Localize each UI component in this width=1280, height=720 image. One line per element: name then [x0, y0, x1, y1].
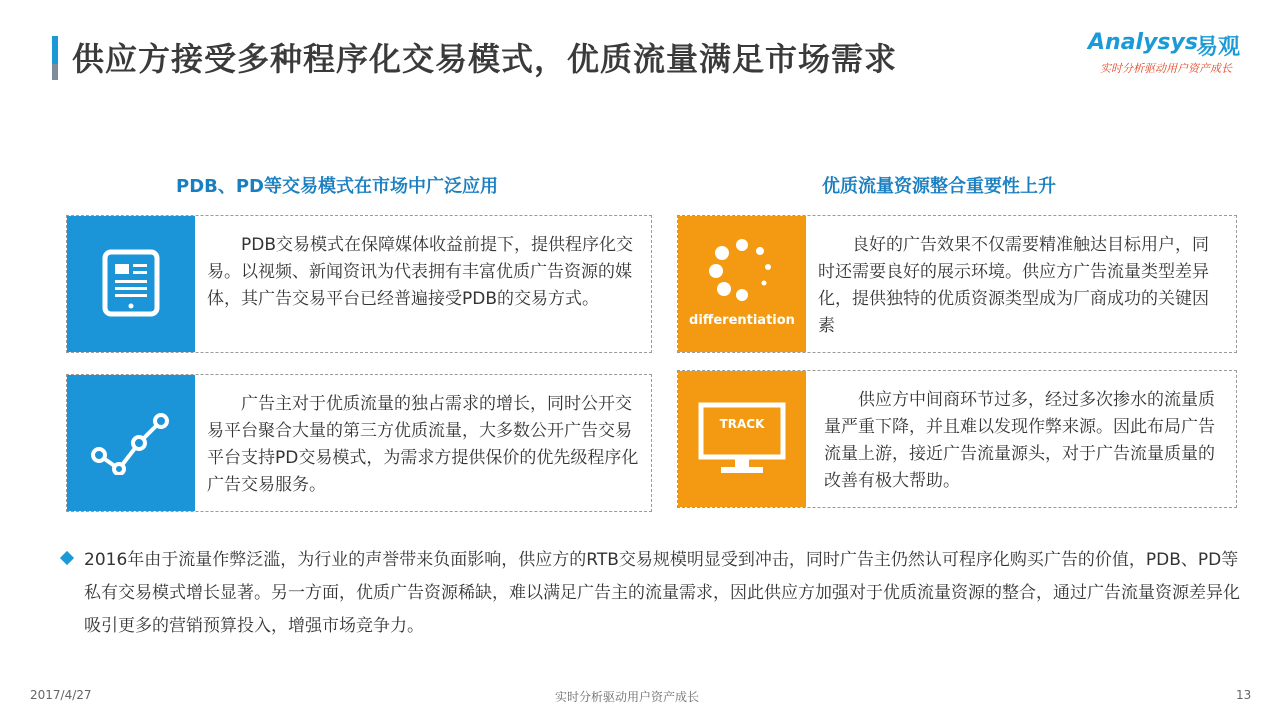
analysys-logo [1088, 30, 1248, 76]
page-title: 供应方接受多种程序化交易模式，优质流量满足市场需求 [72, 40, 898, 78]
card-track [677, 370, 1237, 508]
card-track-text: 供应方中间商环节过多，经过多次掺水的流量质量严重下降，并且难以发现作弊来源。因此布局广告流量上游，接近广告流量源头，对于广告流量质量的改善有极大帮助。 [824, 390, 1215, 491]
logo-wordmark: Analysys [1088, 30, 1198, 55]
card-pdb-text: PDB交易模式在保障媒体收益前提下，提供程序化交易。以视频、新闻资讯为代表拥有丰富优质广告资源的媒体，其广告交易平台已经普遍接受PDB的交易方式。 [207, 235, 634, 309]
right-section-title: 优质流量资源整合重要性上升 [822, 176, 1056, 197]
card-differentiation [677, 215, 1237, 353]
left-section-title: PDB、PD等交易模式在市场中广泛应用 [176, 176, 498, 197]
logo-tagline: 实时分析驱动用户资产成长 [1100, 62, 1232, 75]
footer-date: 2017/4/27 [30, 688, 92, 702]
title-accent-bar [52, 36, 58, 80]
card-pd [66, 374, 652, 512]
page-number: 13 [1236, 688, 1252, 702]
card-pdb [66, 215, 652, 353]
differentiation-label: differentiation [689, 313, 795, 328]
track-monitor-icon [678, 371, 806, 507]
line-chart-icon [67, 375, 195, 511]
card-differentiation-text: 良好的广告效果不仅需要精准触达目标用户，同时还需要良好的展示环境。供应方广告流量类型差异化，提供独特的优质资源类型成为厂商成功的关键因素 [818, 235, 1209, 336]
footer-tagline: 实时分析驱动用户资产成长 [555, 690, 700, 704]
card-pd-text: 广告主对于优质流量的独占需求的增长，同时公开交易平台聚合大量的第三方优质流量，大多数公开广告交易平台支持PD交易模式，为需求方提供保价的优先级程序化广告交易服务。 [207, 394, 639, 495]
summary-bullet-icon [60, 551, 74, 565]
tablet-document-icon [67, 216, 195, 352]
logo-chinese: 易观 [1196, 35, 1241, 60]
differentiation-icon [678, 216, 806, 352]
track-label: TRACK [719, 417, 765, 431]
summary-paragraph: 2016年由于流量作弊泛滥，为行业的声誉带来负面影响，供应方的RTB交易规模明显受到冲击，同时广告主仍然认可程序化购买广告的价值，PDB、PD等私有交易模式增长显著。另一方面，优质广告资源稀缺，难以满足广告主的流量需求，因此供应方加强对于优质流量资源的整合，通过广告流量资源差异化吸引更多的营销预算投入，增强市场竞争力。 [84, 550, 1240, 636]
